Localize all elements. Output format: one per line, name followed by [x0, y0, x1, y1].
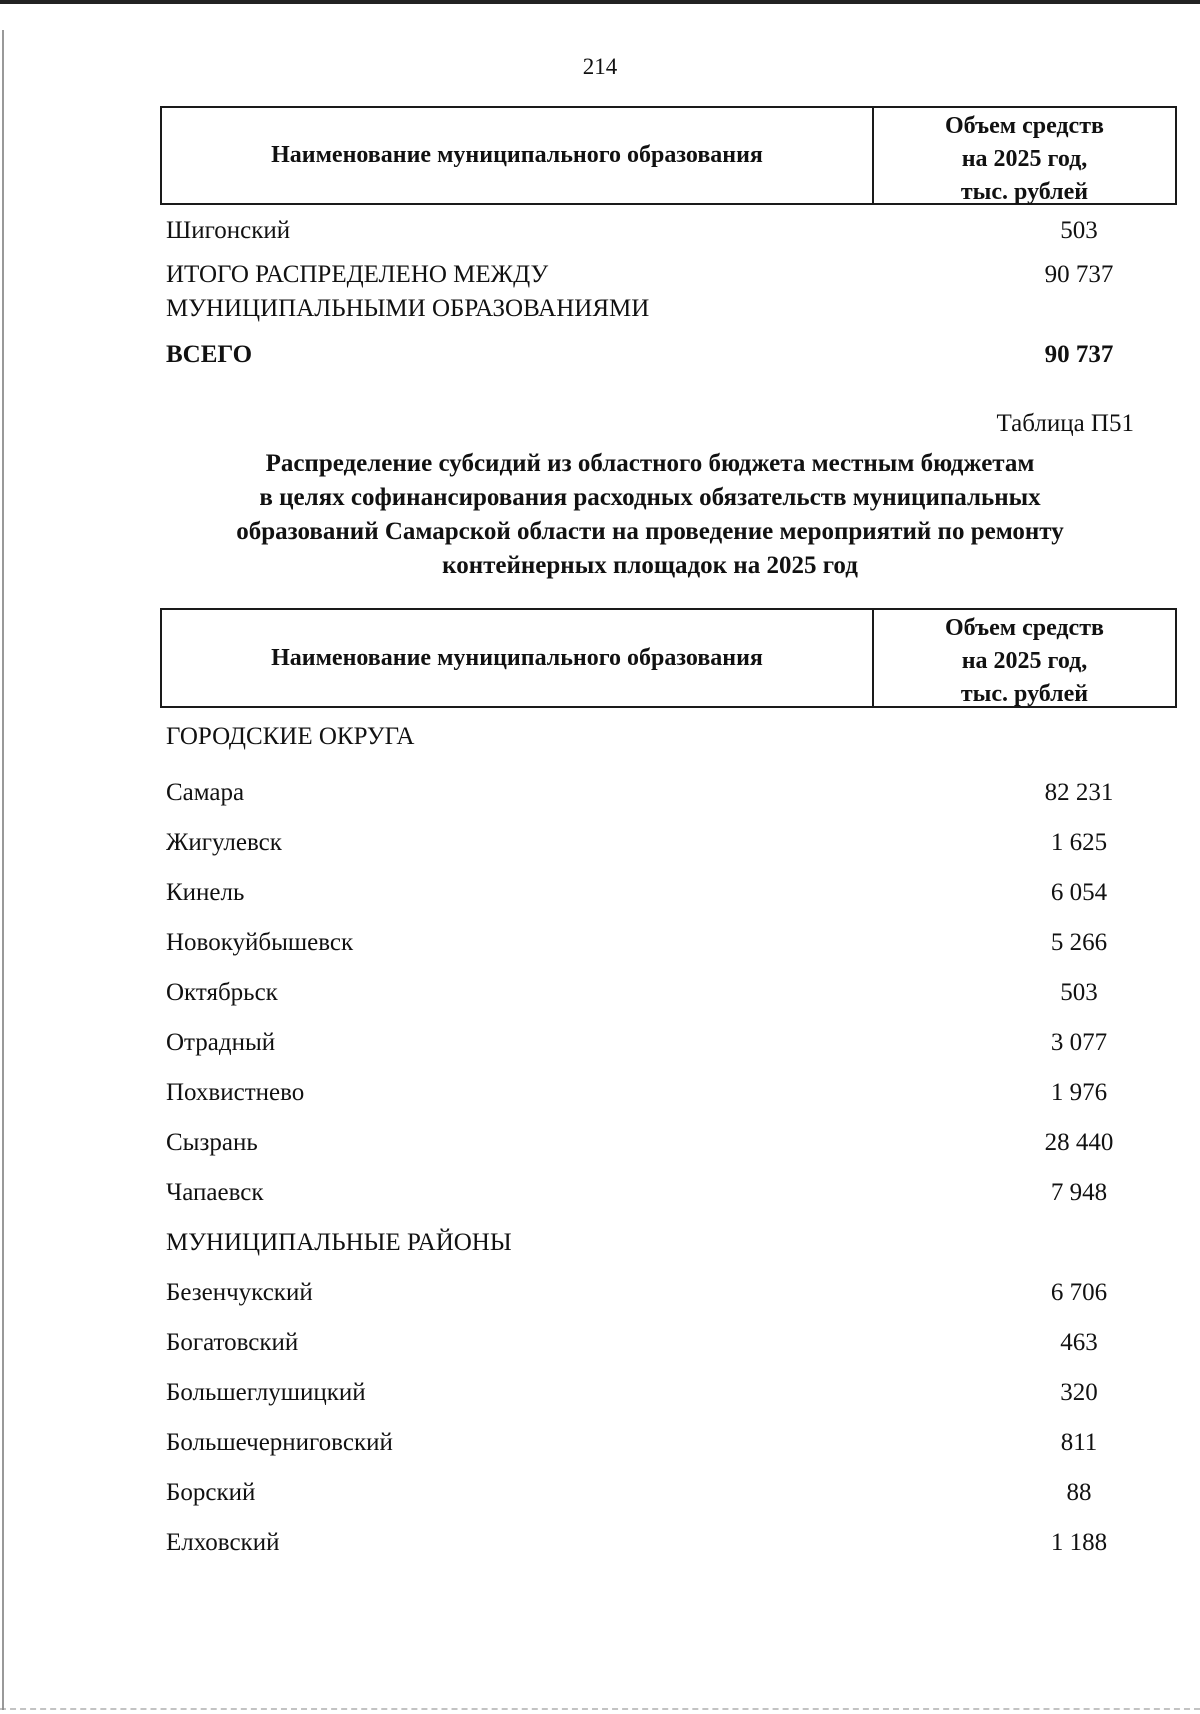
- row-value: 503: [1060, 217, 1098, 244]
- row-value: 1 976: [1050, 1079, 1108, 1106]
- row-name-line: МУНИЦИПАЛЬНЫМИ ОБРАЗОВАНИЯМИ: [166, 295, 650, 322]
- row-name: Елховский: [166, 1529, 280, 1556]
- row-name: Кинель: [166, 879, 245, 906]
- main-header-name-col: Наименование муниципального образования: [162, 610, 874, 706]
- row-value: 5 266: [1050, 929, 1108, 956]
- row-name: Чапаевск: [166, 1179, 264, 1206]
- row-value: 811: [1060, 1429, 1098, 1456]
- table-caption: Таблица П51: [996, 410, 1134, 437]
- row-value: 7 948: [1050, 1179, 1108, 1206]
- row-value: 90 737: [1044, 261, 1114, 288]
- main-header-volume-line: Объем средств: [945, 615, 1104, 641]
- row-value: 320: [1060, 1379, 1098, 1406]
- row-value: 90 737: [1044, 341, 1114, 368]
- row-name: Богатовский: [166, 1329, 299, 1356]
- scan-top-edge: [0, 0, 1200, 4]
- table-title-line: Распределение субсидий из областного бюджета местным бюджетам: [265, 450, 1035, 477]
- prev-header-volume-line: Объем средств: [945, 113, 1104, 139]
- row-name: Борский: [166, 1479, 256, 1506]
- scan-bottom-edge: [0, 1708, 1200, 1712]
- main-table-header: [160, 608, 1177, 708]
- section-label: МУНИЦИПАЛЬНЫЕ РАЙОНЫ: [166, 1229, 512, 1256]
- row-name: Сызрань: [166, 1129, 258, 1156]
- row-value: 88: [1066, 1479, 1092, 1506]
- row-name: ВСЕГО: [166, 341, 253, 368]
- row-name: [166, 258, 886, 326]
- row-value: 503: [1060, 979, 1098, 1006]
- prev-table-header: [160, 106, 1177, 205]
- row-name-line: ИТОГО РАСПРЕДЕЛЕНО МЕЖДУ: [166, 261, 549, 288]
- row-name: Октябрьск: [166, 979, 278, 1006]
- table-title-line: контейнерных площадок на 2025 год: [442, 552, 858, 579]
- row-value: 1 625: [1050, 829, 1108, 856]
- prev-header-volume-line: на 2025 год,: [961, 146, 1088, 172]
- row-name: Самара: [166, 779, 245, 806]
- row-name: Похвистнево: [166, 1079, 305, 1106]
- row-value: 6 054: [1050, 879, 1108, 906]
- main-header-volume-line: тыс. рублей: [960, 681, 1089, 707]
- row-name: Безенчукский: [166, 1279, 313, 1306]
- scan-left-edge: [2, 30, 4, 1710]
- row-value: 463: [1060, 1329, 1098, 1356]
- table-title-line: образований Самарской области на проведение мероприятий по ремонту: [236, 518, 1064, 545]
- row-name: Отрадный: [166, 1029, 276, 1056]
- prev-header-name-col: Наименование муниципального образования: [162, 108, 874, 203]
- row-value: 6 706: [1050, 1279, 1108, 1306]
- row-name: Жигулевск: [166, 829, 282, 856]
- row-name: Новокуйбышевск: [166, 929, 354, 956]
- prev-header-volume-line: тыс. рублей: [960, 179, 1089, 205]
- table-title: [150, 447, 1150, 583]
- table-title-line: в целях софинансирования расходных обязательств муниципальных: [259, 484, 1041, 511]
- row-name: Шигонский: [166, 217, 291, 244]
- page-number: 214: [582, 54, 618, 79]
- row-value: 82 231: [1044, 779, 1114, 806]
- row-name: Большечерниговский: [166, 1429, 393, 1456]
- section-label: ГОРОДСКИЕ ОКРУГА: [166, 723, 415, 750]
- prev-header-volume-col: [874, 108, 1175, 203]
- row-value: 1 188: [1050, 1529, 1108, 1556]
- main-header-volume-line: на 2025 год,: [961, 648, 1088, 674]
- row-value: 3 077: [1050, 1029, 1108, 1056]
- row-value: 28 440: [1044, 1129, 1114, 1156]
- row-name: Большеглушицкий: [166, 1379, 366, 1406]
- main-header-volume-col: [874, 610, 1175, 706]
